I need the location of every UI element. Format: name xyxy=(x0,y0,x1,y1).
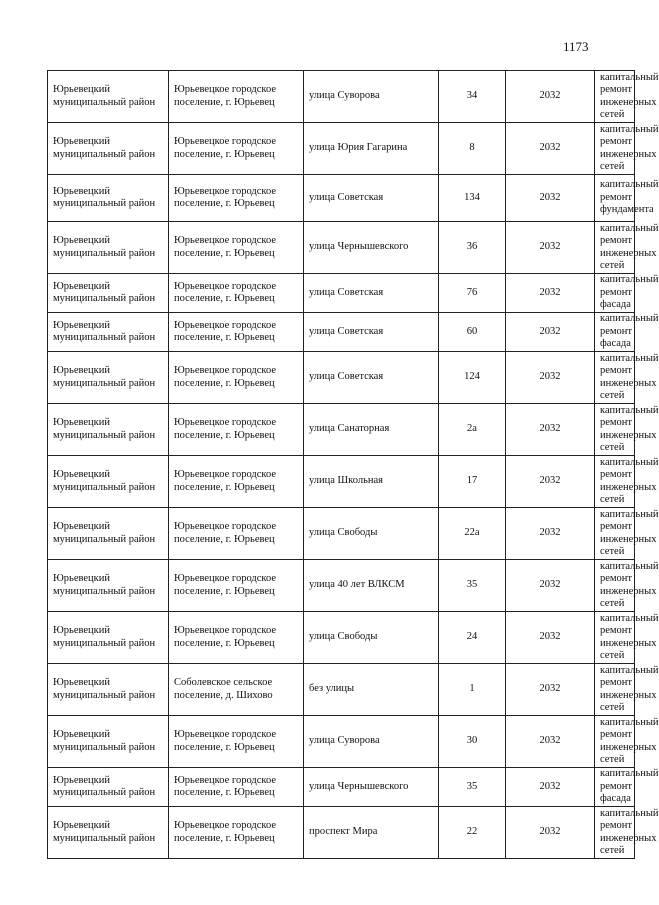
cell-house-number: 2а xyxy=(439,404,506,456)
cell-street: проспект Мира xyxy=(304,807,439,859)
cell-street: улица Суворова xyxy=(304,716,439,768)
cell-settlement: Юрьевецкое городское поселение, г. Юрьевец xyxy=(169,274,304,313)
cell-settlement: Юрьевецкое городское поселение, г. Юрьевец xyxy=(169,612,304,664)
table-row xyxy=(48,664,635,716)
table-row xyxy=(48,508,635,560)
cell-district: Юрьевецкий муниципальный район xyxy=(48,352,169,404)
repair-registry-table xyxy=(47,70,659,859)
cell-house-number: 22 xyxy=(439,807,506,859)
table-row xyxy=(48,560,635,612)
cell-work-type: капитальный ремонт инженерных сетей xyxy=(595,664,635,716)
cell-work-type: капитальный ремонт инженерных сетей xyxy=(595,123,635,175)
cell-street: без улицы xyxy=(304,664,439,716)
cell-district: Юрьевецкий муниципальный район xyxy=(48,612,169,664)
cell-house-number: 36 xyxy=(439,222,506,274)
cell-house-number: 22а xyxy=(439,508,506,560)
cell-settlement: Юрьевецкое городское поселение, г. Юрьевец xyxy=(169,175,304,222)
cell-settlement: Юрьевецкое городское поселение, г. Юрьевец xyxy=(169,71,304,123)
cell-settlement: Юрьевецкое городское поселение, г. Юрьевец xyxy=(169,404,304,456)
cell-settlement: Юрьевецкое городское поселение, г. Юрьевец xyxy=(169,508,304,560)
cell-house-number: 134 xyxy=(439,175,506,222)
table-row xyxy=(48,352,635,404)
cell-settlement: Юрьевецкое городское поселение, г. Юрьевец xyxy=(169,807,304,859)
cell-work-type: капитальный ремонт инженерных сетей xyxy=(595,404,635,456)
cell-street: улица Суворова xyxy=(304,71,439,123)
cell-house-number: 1 xyxy=(439,664,506,716)
cell-settlement: Юрьевецкое городское поселение, г. Юрьевец xyxy=(169,716,304,768)
cell-work-type: капитальный ремонт фасада xyxy=(595,768,635,807)
cell-year: 2032 xyxy=(506,664,595,716)
cell-year: 2032 xyxy=(506,352,595,404)
table-row xyxy=(48,175,635,222)
table-row xyxy=(48,313,635,352)
cell-street: улица 40 лет ВЛКСМ xyxy=(304,560,439,612)
cell-house-number: 35 xyxy=(439,560,506,612)
cell-year: 2032 xyxy=(506,768,595,807)
cell-district: Юрьевецкий муниципальный район xyxy=(48,456,169,508)
cell-house-number: 17 xyxy=(439,456,506,508)
cell-year: 2032 xyxy=(506,123,595,175)
cell-district: Юрьевецкий муниципальный район xyxy=(48,222,169,274)
cell-street: улица Юрия Гагарина xyxy=(304,123,439,175)
cell-work-type: капитальный ремонт инженерных сетей xyxy=(595,222,635,274)
table-row xyxy=(48,612,635,664)
cell-house-number: 30 xyxy=(439,716,506,768)
cell-settlement: Юрьевецкое городское поселение, г. Юрьевец xyxy=(169,456,304,508)
table-row xyxy=(48,404,635,456)
cell-house-number: 35 xyxy=(439,768,506,807)
cell-year: 2032 xyxy=(506,508,595,560)
table-row xyxy=(48,222,635,274)
cell-work-type: капитальный ремонт инженерных сетей xyxy=(595,560,635,612)
cell-settlement: Юрьевецкое городское поселение, г. Юрьевец xyxy=(169,768,304,807)
table-row xyxy=(48,456,635,508)
cell-district: Юрьевецкий муниципальный район xyxy=(48,508,169,560)
cell-settlement: Юрьевецкое городское поселение, г. Юрьевец xyxy=(169,352,304,404)
cell-district: Юрьевецкий муниципальный район xyxy=(48,807,169,859)
cell-district: Юрьевецкий муниципальный район xyxy=(48,664,169,716)
cell-house-number: 24 xyxy=(439,612,506,664)
cell-district: Юрьевецкий муниципальный район xyxy=(48,71,169,123)
cell-street: улица Советская xyxy=(304,352,439,404)
cell-year: 2032 xyxy=(506,222,595,274)
cell-year: 2032 xyxy=(506,404,595,456)
cell-settlement: Юрьевецкое городское поселение, г. Юрьевец xyxy=(169,560,304,612)
cell-district: Юрьевецкий муниципальный район xyxy=(48,404,169,456)
cell-house-number: 60 xyxy=(439,313,506,352)
cell-house-number: 124 xyxy=(439,352,506,404)
cell-work-type: капитальный ремонт инженерных сетей xyxy=(595,456,635,508)
cell-street: улица Советская xyxy=(304,274,439,313)
table-row xyxy=(48,123,635,175)
cell-work-type: капитальный ремонт инженерных сетей xyxy=(595,716,635,768)
cell-year: 2032 xyxy=(506,560,595,612)
cell-district: Юрьевецкий муниципальный район xyxy=(48,768,169,807)
cell-district: Юрьевецкий муниципальный район xyxy=(48,123,169,175)
cell-house-number: 76 xyxy=(439,274,506,313)
table-row xyxy=(48,768,635,807)
cell-settlement: Юрьевецкое городское поселение, г. Юрьевец xyxy=(169,313,304,352)
page-number: 1173 xyxy=(563,39,589,54)
cell-year: 2032 xyxy=(506,313,595,352)
cell-district: Юрьевецкий муниципальный район xyxy=(48,560,169,612)
cell-year: 2032 xyxy=(506,175,595,222)
cell-work-type: капитальный ремонт фасада xyxy=(595,274,635,313)
cell-street: улица Свободы xyxy=(304,508,439,560)
cell-year: 2032 xyxy=(506,456,595,508)
cell-house-number: 34 xyxy=(439,71,506,123)
cell-district: Юрьевецкий муниципальный район xyxy=(48,175,169,222)
cell-work-type: капитальный ремонт фундамента xyxy=(595,175,635,222)
cell-work-type: капитальный ремонт инженерных сетей xyxy=(595,71,635,123)
cell-year: 2032 xyxy=(506,807,595,859)
table-row xyxy=(48,274,635,313)
cell-work-type: капитальный ремонт инженерных сетей xyxy=(595,352,635,404)
table-row xyxy=(48,71,635,123)
table-row xyxy=(48,716,635,768)
cell-street: улица Свободы xyxy=(304,612,439,664)
cell-work-type: капитальный ремонт инженерных сетей xyxy=(595,508,635,560)
cell-year: 2032 xyxy=(506,612,595,664)
cell-work-type: капитальный ремонт инженерных сетей xyxy=(595,612,635,664)
cell-year: 2032 xyxy=(506,274,595,313)
cell-street: улица Санаторная xyxy=(304,404,439,456)
cell-settlement: Соболевское сельское поселение, д. Шихово xyxy=(169,664,304,716)
cell-settlement: Юрьевецкое городское поселение, г. Юрьевец xyxy=(169,222,304,274)
cell-settlement: Юрьевецкое городское поселение, г. Юрьевец xyxy=(169,123,304,175)
cell-year: 2032 xyxy=(506,716,595,768)
cell-work-type: капитальный ремонт инженерных сетей xyxy=(595,807,635,859)
table-row xyxy=(48,807,635,859)
cell-district: Юрьевецкий муниципальный район xyxy=(48,313,169,352)
cell-street: улица Советская xyxy=(304,175,439,222)
cell-year: 2032 xyxy=(506,71,595,123)
cell-house-number: 8 xyxy=(439,123,506,175)
registry-body xyxy=(48,71,659,859)
cell-street: улица Школьная xyxy=(304,456,439,508)
cell-street: улица Чернышевского xyxy=(304,768,439,807)
cell-street: улица Чернышевского xyxy=(304,222,439,274)
cell-district: Юрьевецкий муниципальный район xyxy=(48,716,169,768)
cell-work-type: капитальный ремонт фасада xyxy=(595,313,635,352)
cell-district: Юрьевецкий муниципальный район xyxy=(48,274,169,313)
cell-street: улица Советская xyxy=(304,313,439,352)
